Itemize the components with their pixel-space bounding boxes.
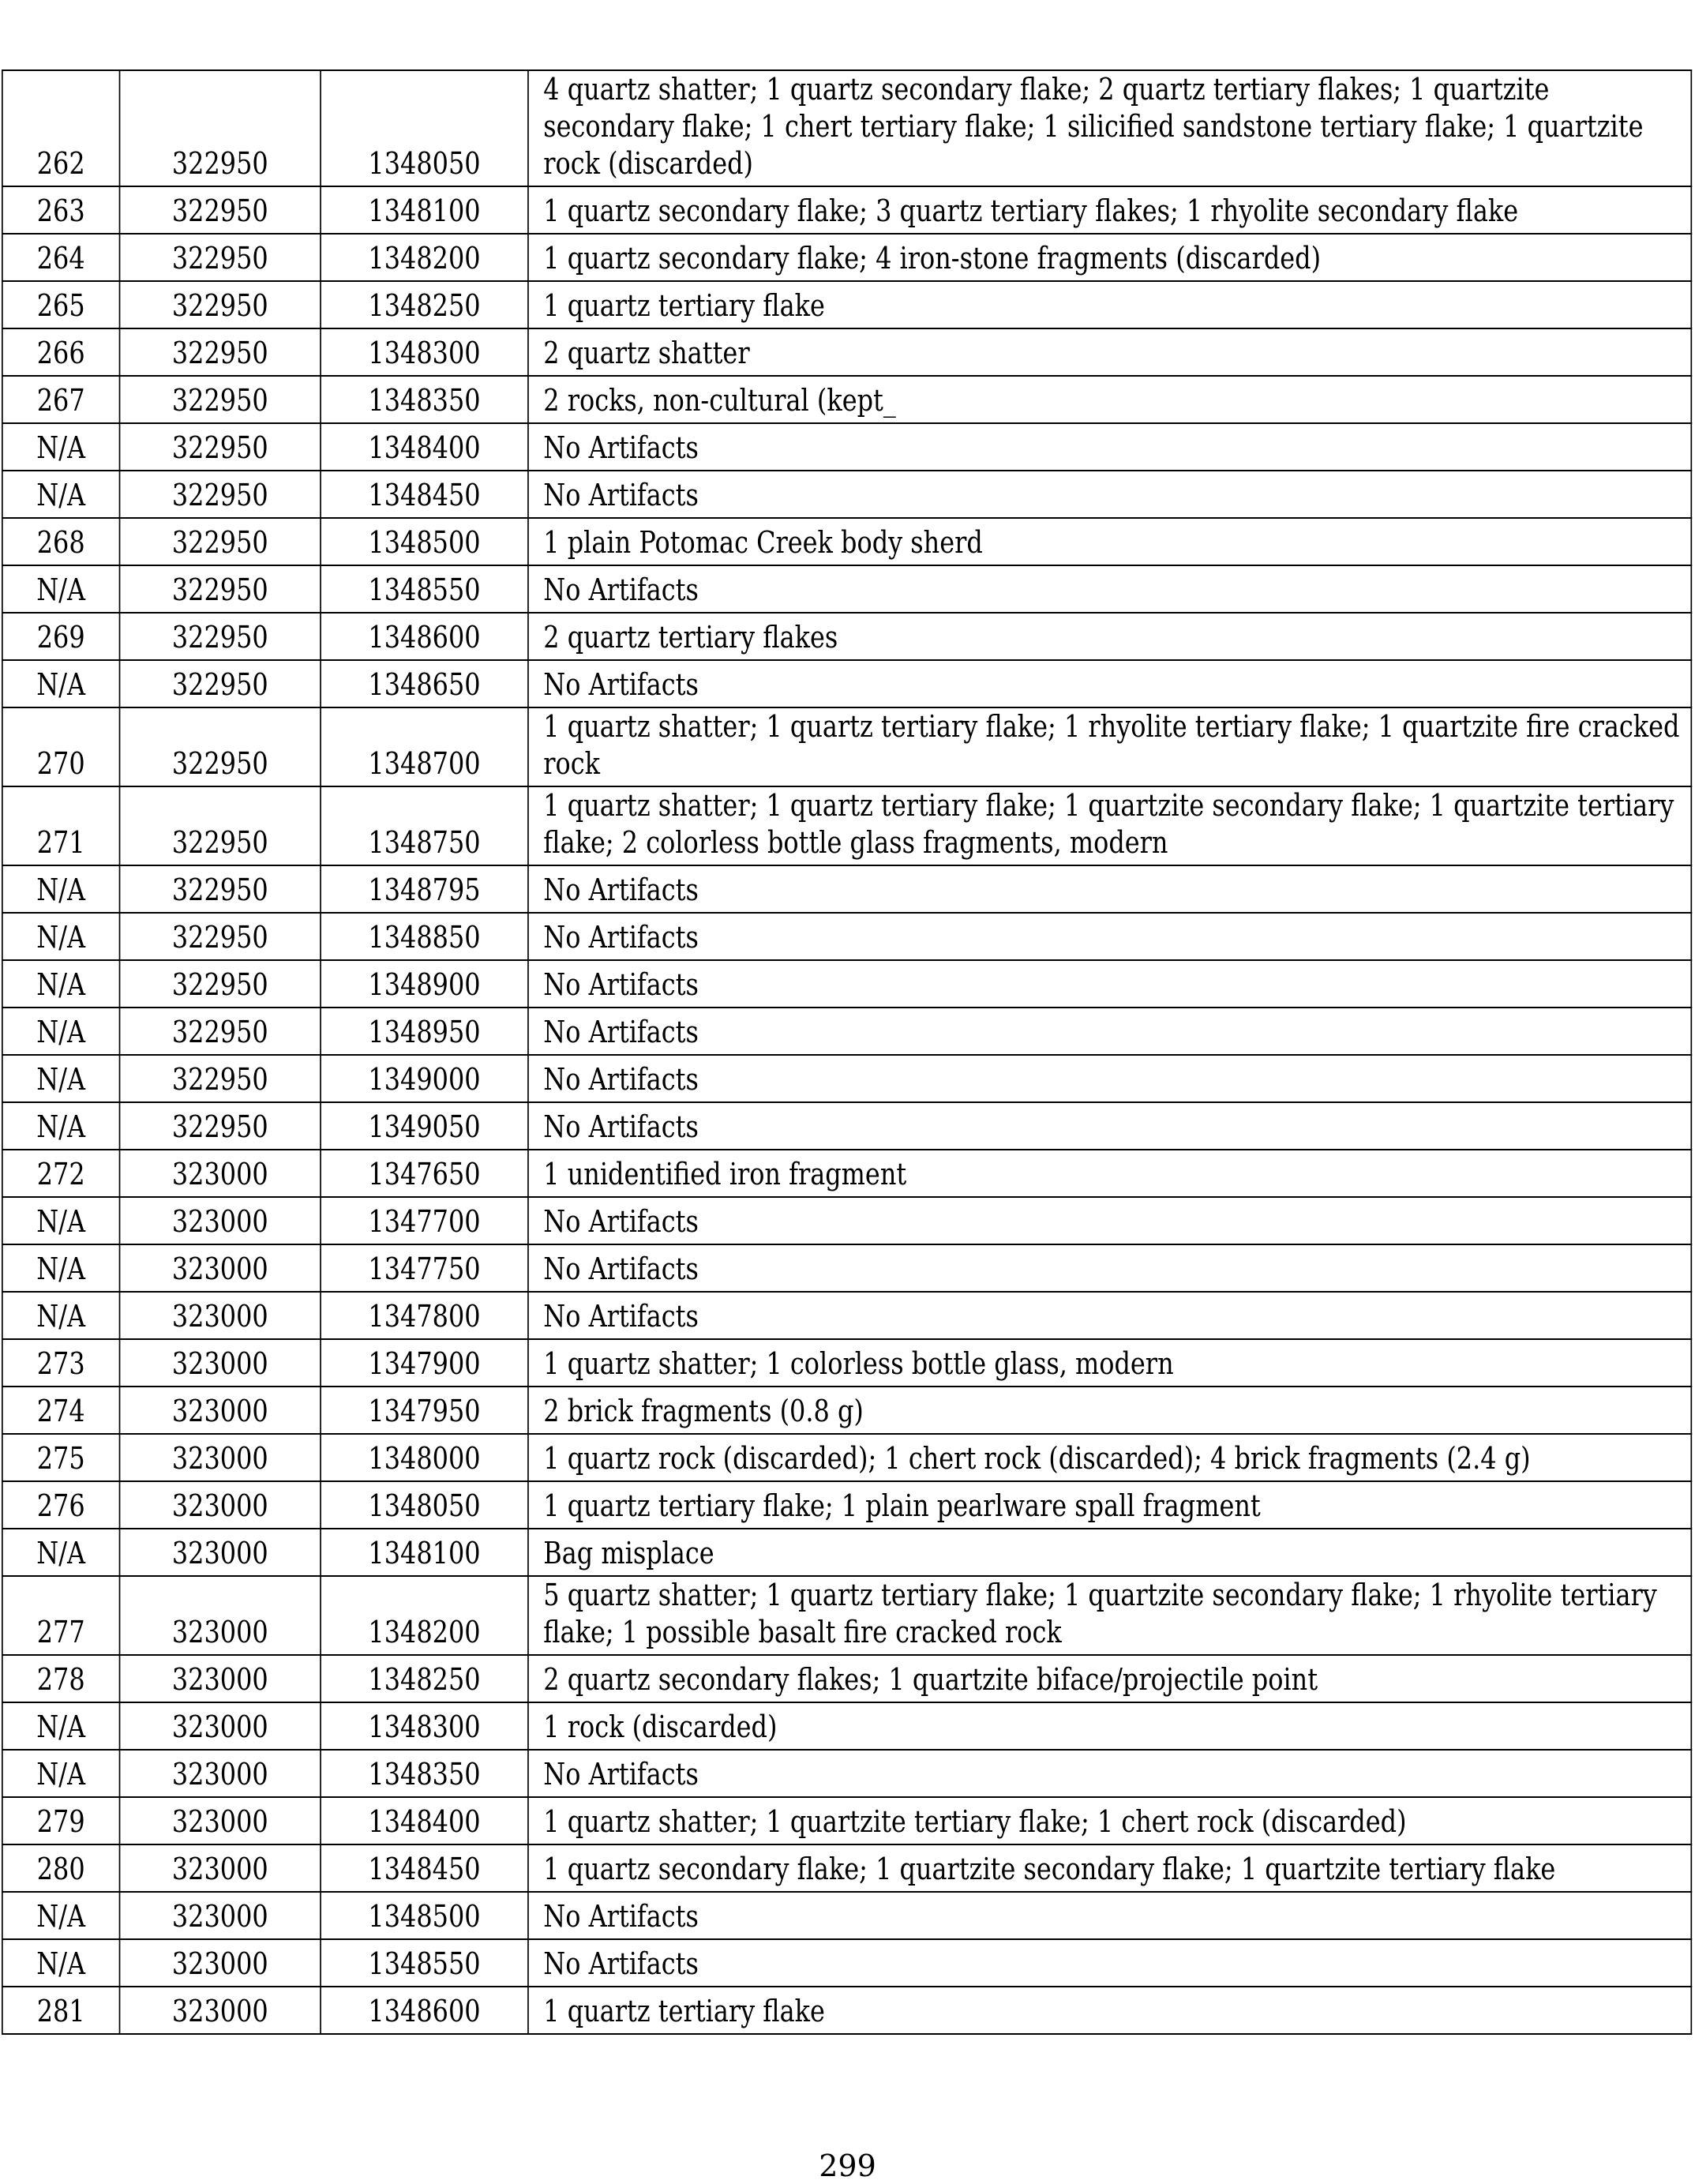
cell-northing: 1348850 [321,913,528,960]
cell-easting: 323000 [120,1434,321,1481]
cell-artifacts: 1 quartz secondary flake; 4 iron-stone fragments (discarded) [528,234,1691,281]
cell-easting: 323000 [120,1576,321,1655]
cell-artifacts: No Artifacts [528,1939,1691,1987]
cell-bag-number: N/A [2,565,120,613]
cell-easting: 322950 [120,613,321,660]
cell-northing: 1348000 [321,1434,528,1481]
cell-northing: 1348550 [321,1939,528,1987]
cell-bag-number: N/A [2,1529,120,1576]
table-body [2,70,1691,2034]
table-row [2,1750,1691,1797]
table-row [2,1102,1691,1150]
cell-artifacts: No Artifacts [528,865,1691,913]
cell-bag-number: N/A [2,1750,120,1797]
cell-bag-number: 275 [2,1434,120,1481]
table-row [2,1244,1691,1292]
cell-northing: 1349000 [321,1055,528,1102]
cell-artifacts: 1 unidentified iron fragment [528,1150,1691,1197]
cell-artifacts: No Artifacts [528,960,1691,1008]
cell-northing: 1348050 [321,1481,528,1529]
cell-easting: 322950 [120,865,321,913]
cell-artifacts: 1 quartz tertiary flake [528,1987,1691,2034]
cell-northing: 1348450 [321,471,528,518]
cell-northing: 1348550 [321,565,528,613]
table-row [2,960,1691,1008]
table-row [2,913,1691,960]
cell-northing: 1348250 [321,1655,528,1702]
table-row [2,786,1691,865]
cell-bag-number: 265 [2,281,120,328]
cell-northing: 1348100 [321,1529,528,1576]
cell-bag-number: N/A [2,865,120,913]
cell-artifacts: No Artifacts [528,1750,1691,1797]
cell-northing: 1347750 [321,1244,528,1292]
cell-artifacts: No Artifacts [528,1055,1691,1102]
cell-northing: 1348900 [321,960,528,1008]
table-row [2,613,1691,660]
cell-easting: 322950 [120,707,321,786]
cell-bag-number: 263 [2,186,120,234]
cell-easting: 323000 [120,1702,321,1750]
cell-artifacts: No Artifacts [528,565,1691,613]
cell-artifacts: No Artifacts [528,1102,1691,1150]
table-row [2,1892,1691,1939]
cell-artifacts: 2 quartz shatter [528,328,1691,376]
cell-artifacts: No Artifacts [528,471,1691,518]
cell-bag-number: N/A [2,1892,120,1939]
cell-easting: 323000 [120,1797,321,1844]
cell-easting: 323000 [120,1292,321,1339]
cell-bag-number: 271 [2,786,120,865]
table-row [2,707,1691,786]
cell-easting: 323000 [120,1387,321,1434]
cell-northing: 1348600 [321,613,528,660]
cell-easting: 322950 [120,518,321,565]
cell-bag-number: 270 [2,707,120,786]
cell-northing: 1348795 [321,865,528,913]
cell-northing: 1347950 [321,1387,528,1434]
table-row [2,281,1691,328]
table-row [2,234,1691,281]
cell-bag-number: N/A [2,1008,120,1055]
cell-artifacts: No Artifacts [528,423,1691,471]
cell-northing: 1348700 [321,707,528,786]
cell-bag-number: 264 [2,234,120,281]
table-row [2,565,1691,613]
cell-bag-number: 274 [2,1387,120,1434]
cell-artifacts: 2 quartz tertiary flakes [528,613,1691,660]
cell-easting: 322950 [120,234,321,281]
cell-northing: 1348300 [321,1702,528,1750]
cell-northing: 1348200 [321,234,528,281]
cell-northing: 1347900 [321,1339,528,1387]
cell-easting: 322950 [120,423,321,471]
table-row [2,1702,1691,1750]
cell-easting: 322950 [120,660,321,707]
cell-artifacts: 2 rocks, non-cultural (kept_ [528,376,1691,423]
cell-artifacts: 1 quartz shatter; 1 colorless bottle glass, modern [528,1339,1691,1387]
cell-northing: 1348750 [321,786,528,865]
cell-artifacts: Bag misplace [528,1529,1691,1576]
cell-easting: 323000 [120,1939,321,1987]
cell-easting: 323000 [120,1750,321,1797]
table-row [2,1197,1691,1244]
table-row [2,1655,1691,1702]
artifact-table [2,69,1692,2035]
table-row [2,1576,1691,1655]
cell-easting: 323000 [120,1655,321,1702]
cell-northing: 1348650 [321,660,528,707]
cell-bag-number: N/A [2,913,120,960]
cell-northing: 1348050 [321,70,528,186]
cell-northing: 1348950 [321,1008,528,1055]
cell-artifacts: 4 quartz shatter; 1 quartz secondary flake; 2 quartz tertiary flakes; 1 quartzite secondary flake; 1 chert tertiary flake; 1 silicified sandstone tertiary flake; 1 quartzite rock (discarded) [528,70,1691,186]
cell-northing: 1348300 [321,328,528,376]
cell-northing: 1348400 [321,423,528,471]
cell-bag-number: N/A [2,1102,120,1150]
table-row [2,70,1691,186]
table-row [2,1339,1691,1387]
cell-northing: 1348600 [321,1987,528,2034]
cell-bag-number: 278 [2,1655,120,1702]
cell-northing: 1348250 [321,281,528,328]
cell-bag-number: N/A [2,1292,120,1339]
cell-northing: 1348500 [321,1892,528,1939]
table-row [2,660,1691,707]
cell-artifacts: No Artifacts [528,1197,1691,1244]
cell-bag-number: N/A [2,423,120,471]
cell-artifacts: No Artifacts [528,1292,1691,1339]
cell-easting: 322950 [120,913,321,960]
cell-bag-number: N/A [2,1055,120,1102]
cell-artifacts: No Artifacts [528,1892,1691,1939]
cell-northing: 1348500 [321,518,528,565]
table-row [2,1387,1691,1434]
table-row [2,471,1691,518]
cell-artifacts: 5 quartz shatter; 1 quartz tertiary flake; 1 quartzite secondary flake; 1 rhyolite tertiary flake; 1 possible basalt fire cracked rock [528,1576,1691,1655]
table-row [2,423,1691,471]
cell-bag-number: 267 [2,376,120,423]
table-row [2,1529,1691,1576]
cell-bag-number: N/A [2,1702,120,1750]
table-row [2,186,1691,234]
table-row [2,1055,1691,1102]
cell-easting: 322950 [120,1008,321,1055]
cell-easting: 322950 [120,281,321,328]
table-row [2,1939,1691,1987]
cell-bag-number: 268 [2,518,120,565]
cell-artifacts: 1 quartz shatter; 1 quartz tertiary flake; 1 quartzite secondary flake; 1 quartzite tertiary flake; 2 colorless bottle glass fragments, modern [528,786,1691,865]
cell-artifacts: 1 quartz secondary flake; 1 quartzite secondary flake; 1 quartzite tertiary flake [528,1844,1691,1892]
cell-easting: 322950 [120,1055,321,1102]
cell-bag-number: 280 [2,1844,120,1892]
cell-easting: 322950 [120,1102,321,1150]
cell-bag-number: 266 [2,328,120,376]
cell-bag-number: N/A [2,1939,120,1987]
cell-easting: 322950 [120,186,321,234]
table-row [2,1844,1691,1892]
table-row [2,1292,1691,1339]
cell-bag-number: N/A [2,1244,120,1292]
cell-easting: 322950 [120,70,321,186]
cell-bag-number: 279 [2,1797,120,1844]
table-row [2,1987,1691,2034]
cell-northing: 1348450 [321,1844,528,1892]
table-row [2,1150,1691,1197]
cell-easting: 322950 [120,960,321,1008]
cell-bag-number: N/A [2,471,120,518]
cell-artifacts: 1 quartz tertiary flake [528,281,1691,328]
table-row [2,1008,1691,1055]
cell-bag-number: 269 [2,613,120,660]
cell-northing: 1349050 [321,1102,528,1150]
table-row [2,865,1691,913]
cell-artifacts: 1 quartz shatter; 1 quartzite tertiary flake; 1 chert rock (discarded) [528,1797,1691,1844]
cell-easting: 322950 [120,565,321,613]
cell-northing: 1348350 [321,1750,528,1797]
cell-easting: 323000 [120,1197,321,1244]
cell-artifacts: No Artifacts [528,1244,1691,1292]
cell-easting: 323000 [120,1892,321,1939]
cell-easting: 322950 [120,328,321,376]
cell-easting: 323000 [120,1244,321,1292]
cell-artifacts: 1 quartz secondary flake; 3 quartz tertiary flakes; 1 rhyolite secondary flake [528,186,1691,234]
page-number: 299 [819,2148,876,2183]
cell-artifacts: No Artifacts [528,913,1691,960]
cell-bag-number: N/A [2,960,120,1008]
table-row [2,1481,1691,1529]
cell-easting: 323000 [120,1481,321,1529]
cell-artifacts: No Artifacts [528,1008,1691,1055]
cell-artifacts: 2 quartz secondary flakes; 1 quartzite biface/projectile point [528,1655,1691,1702]
cell-easting: 322950 [120,471,321,518]
table-row [2,1434,1691,1481]
cell-artifacts: 1 plain Potomac Creek body sherd [528,518,1691,565]
cell-northing: 1347650 [321,1150,528,1197]
cell-bag-number: 273 [2,1339,120,1387]
table-row [2,1797,1691,1844]
cell-bag-number: N/A [2,660,120,707]
cell-easting: 322950 [120,786,321,865]
cell-easting: 323000 [120,1844,321,1892]
cell-northing: 1347800 [321,1292,528,1339]
cell-easting: 323000 [120,1150,321,1197]
cell-northing: 1348100 [321,186,528,234]
cell-bag-number: 277 [2,1576,120,1655]
cell-bag-number: 272 [2,1150,120,1197]
cell-northing: 1348350 [321,376,528,423]
cell-artifacts: 1 quartz rock (discarded); 1 chert rock (discarded); 4 brick fragments (2.4 g) [528,1434,1691,1481]
cell-easting: 323000 [120,1529,321,1576]
cell-artifacts: No Artifacts [528,660,1691,707]
cell-artifacts: 1 rock (discarded) [528,1702,1691,1750]
cell-easting: 322950 [120,376,321,423]
cell-bag-number: 262 [2,70,120,186]
cell-easting: 323000 [120,1987,321,2034]
cell-northing: 1347700 [321,1197,528,1244]
table-row [2,518,1691,565]
cell-artifacts: 1 quartz tertiary flake; 1 plain pearlware spall fragment [528,1481,1691,1529]
cell-bag-number: 281 [2,1987,120,2034]
cell-northing: 1348200 [321,1576,528,1655]
table-row [2,328,1691,376]
cell-bag-number: 276 [2,1481,120,1529]
cell-artifacts: 1 quartz shatter; 1 quartz tertiary flake; 1 rhyolite tertiary flake; 1 quartzite fire cracked rock [528,707,1691,786]
cell-bag-number: N/A [2,1197,120,1244]
cell-artifacts: 2 brick fragments (0.8 g) [528,1387,1691,1434]
table-row [2,376,1691,423]
cell-northing: 1348400 [321,1797,528,1844]
cell-easting: 323000 [120,1339,321,1387]
